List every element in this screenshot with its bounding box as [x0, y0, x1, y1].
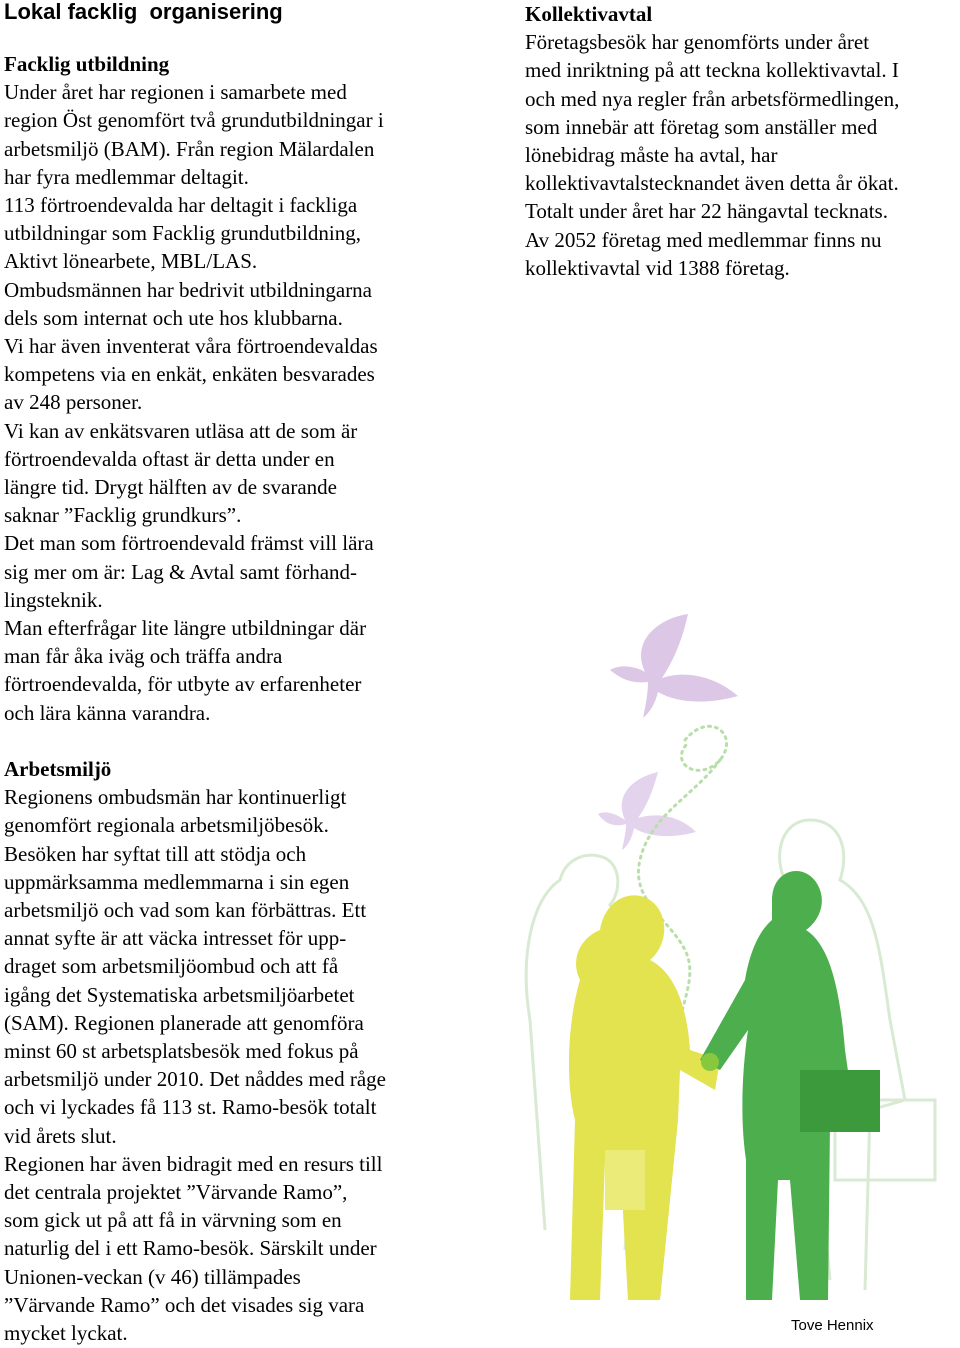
text-line: längre tid. Drygt hälften av de svarande [4, 475, 337, 500]
text-line: Vi har även inventerat våra förtroendevaldas [4, 334, 378, 359]
text-line: Regionen har även bidragit med en resurs till [4, 1151, 383, 1176]
section-facklig-utbildning [4, 50, 474, 727]
text-line: och vi lyckades få 113 st. Ramo-besök totalt [4, 1095, 377, 1120]
text-line: lingsteknik. [4, 587, 103, 612]
text-line: (SAM). Regionen planerade att genomföra [4, 1010, 364, 1035]
text-line: Det man som förtroendevald främst vill lära [4, 531, 374, 556]
text-line: saknar ”Facklig grundkurs”. [4, 503, 242, 528]
text-line: Aktivt lönearbete, MBL/LAS. [4, 249, 258, 274]
text-line: 113 förtroendevalda har deltagit i fackliga [4, 193, 358, 218]
text-line: uppmärksamma medlemmarna i sin egen [4, 869, 350, 894]
handshake-icon [701, 1053, 719, 1071]
text-line: man får åka iväg och träffa andra [4, 644, 283, 669]
text-line: Av 2052 företag med medlemmar finns nu [525, 227, 882, 252]
text-line: Regionens ombudsmän har kontinuerligt [4, 785, 347, 810]
section-body [4, 78, 474, 727]
text-line: Man efterfrågar lite längre utbildningar där [4, 616, 367, 641]
text-line: kollektivavtal vid 1388 företag. [525, 255, 790, 280]
section-kollektivavtal [525, 0, 960, 282]
text-line: lönebidrag måste ha avtal, har [525, 143, 778, 168]
text-line: Unionen-veckan (v 46) tillämpades [4, 1264, 301, 1289]
text-line: sig mer om är: Lag & Avtal samt förhand- [4, 559, 358, 584]
text-line: naturlig del i ett Ramo-besök. Särskilt under [4, 1236, 377, 1261]
section-heading: Arbetsmiljö [4, 757, 112, 781]
text-line: igång det Systematiska arbetsmiljöarbetet [4, 982, 355, 1007]
illustration-credit: Tove Hennix [791, 1317, 874, 1334]
text-line: arbetsmiljö och vad som kan förbättras. Ett [4, 898, 367, 923]
text-line: har fyra medlemmar deltagit. [4, 164, 249, 189]
text-line: arbetsmiljö under 2010. Det nåddes med råge [4, 1067, 386, 1092]
text-line: med inriktning på att teckna kollektivavtal. I [525, 58, 899, 83]
yellow-figure [569, 895, 720, 1300]
section-body [4, 783, 474, 1347]
text-line: utbildningar som Facklig grundutbildning, [4, 221, 361, 246]
text-line: dels som internat och ute hos klubbarna. [4, 305, 343, 330]
text-line: region Öst genomfört två grundutbildningar i [4, 108, 384, 133]
text-line: som innebär att företag som anställer med [525, 114, 878, 139]
text-line: Besöken har syftat till att stödja och [4, 841, 307, 866]
green-figure [700, 871, 880, 1300]
text-line: Företagsbesök har genomförts under året [525, 30, 870, 55]
text-line: minst 60 st arbetsplatsbesök med fokus på [4, 1039, 359, 1064]
text-line: förtroendevalda, för utbyte av erfarenheter [4, 672, 362, 697]
text-line: Under året har regionen i samarbete med [4, 80, 347, 105]
butterfly-icon [610, 614, 738, 718]
text-line: genomfört regionala arbetsmiljöbesök. [4, 813, 329, 838]
text-line: det centrala projektet ”Värvande Ramo”, [4, 1180, 348, 1205]
text-line: Vi kan av enkätsvaren utläsa att de som är [4, 418, 358, 443]
text-line: kompetens via en enkät, enkäten besvarades [4, 362, 375, 387]
section-arbetsmiljo [4, 755, 474, 1347]
text-line: mycket lyckat. [4, 1321, 128, 1346]
text-line: och lära känna varandra. [4, 700, 211, 725]
text-line: och med nya regler från arbetsförmedlingen, [525, 86, 900, 111]
text-line: arbetsmiljö (BAM). Från region Mälardalen [4, 136, 375, 161]
text-line: ”Värvande Ramo” och det visades sig vara [4, 1292, 365, 1317]
text-line: av 248 personer. [4, 390, 143, 415]
text-line: draget som arbetsmiljöombud och att få [4, 954, 339, 979]
text-line: vid årets slut. [4, 1123, 117, 1148]
section-heading: Kollektivavtal [525, 2, 653, 26]
section-heading: Facklig utbildning [4, 52, 170, 76]
section-body [525, 28, 960, 282]
text-line: annat syfte är att väcka intresset för upp- [4, 926, 347, 951]
text-line: förtroendevalda oftast är detta under en [4, 446, 335, 471]
text-line: Totalt under året har 22 hängavtal tecknats. [525, 199, 888, 224]
handshake-illustration [510, 600, 960, 1320]
text-line: som gick ut på att få in värvning som en [4, 1208, 342, 1233]
page-title: Lokal facklig organisering [4, 0, 283, 24]
text-line: kollektivavtalstecknandet även detta år ökat. [525, 171, 899, 196]
text-line: Ombudsmännen har bedrivit utbildningarna [4, 277, 373, 302]
